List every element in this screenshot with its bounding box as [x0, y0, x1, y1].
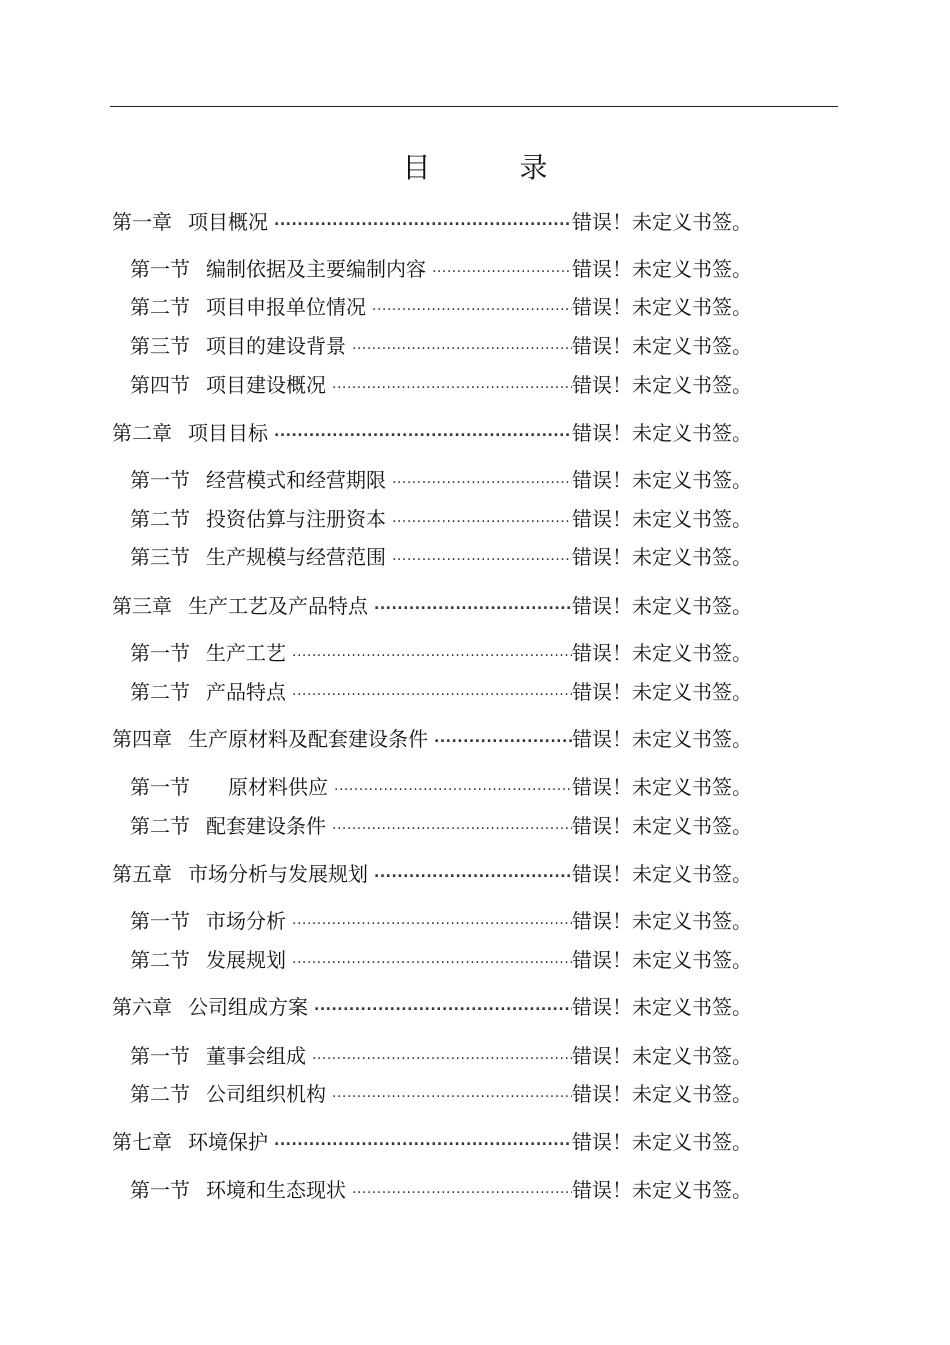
toc-entry-number: 第三节	[130, 544, 190, 569]
toc-entry-number: 第二节	[130, 1081, 190, 1106]
toc-title: 目 录	[402, 151, 588, 184]
toc-dot-leader	[372, 290, 572, 320]
toc-dot-leader	[332, 809, 572, 839]
toc-dot-leader	[352, 329, 572, 359]
toc-section-entry[interactable]	[130, 809, 752, 839]
toc-section-entry[interactable]	[130, 329, 752, 359]
toc-page-reference: 错误！未定义书签。	[572, 1043, 752, 1068]
toc-dot-leader	[332, 1077, 572, 1107]
toc-dot-leader	[292, 636, 572, 666]
toc-chapter-entry[interactable]	[112, 416, 752, 446]
toc-section-entry[interactable]	[130, 1039, 752, 1069]
toc-entry-title: 生产工艺	[206, 640, 286, 665]
toc-page-reference: 错误！未定义书签。	[572, 372, 752, 397]
toc-dot-leader	[434, 722, 572, 752]
toc-entry-number: 第五章	[112, 861, 172, 886]
toc-entry-number: 第二节	[130, 679, 190, 704]
toc-entry-number: 第二节	[130, 294, 190, 319]
toc-page-reference: 错误！未定义书签。	[572, 420, 752, 445]
toc-entry-number: 第一节	[130, 640, 190, 665]
toc-entry-title: 项目目标	[188, 420, 268, 445]
toc-entry-title: 生产原材料及配套建设条件	[188, 726, 428, 751]
toc-section-entry[interactable]	[130, 540, 752, 570]
toc-section-entry[interactable]	[130, 943, 752, 973]
toc-entry-number: 第一章	[112, 209, 172, 234]
toc-dot-leader	[334, 770, 572, 800]
toc-entry-number: 第二章	[112, 420, 172, 445]
toc-dot-leader	[314, 990, 572, 1020]
toc-chapter-entry[interactable]	[112, 205, 752, 235]
toc-section-entry[interactable]	[130, 636, 752, 666]
toc-dot-leader	[332, 368, 572, 398]
toc-page-reference: 错误！未定义书签。	[572, 593, 752, 618]
toc-page-reference: 错误！未定义书签。	[572, 908, 752, 933]
toc-page-reference: 错误！未定义书签。	[572, 544, 752, 569]
toc-section-entry[interactable]	[130, 252, 752, 282]
toc-page-reference: 错误！未定义书签。	[572, 1129, 752, 1154]
toc-entry-number: 第二节	[130, 506, 190, 531]
toc-entry-number: 第一节	[130, 908, 190, 933]
toc-entry-number: 第一节	[130, 467, 190, 492]
toc-page-reference: 错误！未定义书签。	[572, 994, 752, 1019]
toc-page-reference: 错误！未定义书签。	[572, 726, 752, 751]
toc-entry-title: 编制依据及主要编制内容	[206, 256, 426, 281]
toc-page-reference: 错误！未定义书签。	[572, 947, 752, 972]
toc-page-reference: 错误！未定义书签。	[572, 861, 752, 886]
toc-page-reference: 错误！未定义书签。	[572, 1081, 752, 1106]
toc-entry-title: 公司组织机构	[206, 1081, 326, 1106]
toc-dot-leader	[392, 463, 572, 493]
toc-dot-leader	[274, 1125, 572, 1155]
toc-entry-number: 第三章	[112, 593, 172, 618]
toc-page-reference: 错误！未定义书签。	[572, 294, 752, 319]
toc-section-entry[interactable]	[130, 368, 752, 398]
toc-page-reference: 错误！未定义书签。	[572, 813, 752, 838]
toc-page-reference: 错误！未定义书签。	[572, 640, 752, 665]
toc-section-entry[interactable]	[130, 1077, 752, 1107]
toc-entry-title: 投资估算与注册资本	[206, 506, 386, 531]
toc-entry-number: 第四章	[112, 726, 172, 751]
toc-section-entry[interactable]	[130, 770, 752, 800]
toc-entry-title: 项目建设概况	[206, 372, 326, 397]
toc-section-entry[interactable]	[130, 1173, 752, 1203]
toc-entry-title: 公司组成方案	[188, 994, 308, 1019]
toc-entry-title: 产品特点	[206, 679, 286, 704]
toc-chapter-entry[interactable]	[112, 990, 752, 1020]
toc-dot-leader	[292, 675, 572, 705]
toc-page-reference: 错误！未定义书签。	[572, 333, 752, 358]
toc-entry-number: 第四节	[130, 372, 190, 397]
toc-section-entry[interactable]	[130, 675, 752, 705]
toc-page-reference: 错误！未定义书签。	[572, 679, 752, 704]
toc-entry-title: 原材料供应	[228, 774, 328, 799]
toc-entry-title: 董事会组成	[206, 1043, 306, 1068]
toc-entry-number: 第二节	[130, 947, 190, 972]
toc-entry-title: 生产工艺及产品特点	[188, 593, 368, 618]
toc-section-entry[interactable]	[130, 502, 752, 532]
toc-entry-number: 第二节	[130, 813, 190, 838]
toc-chapter-entry[interactable]	[112, 722, 752, 752]
toc-page-reference: 错误！未定义书签。	[572, 506, 752, 531]
toc-section-entry[interactable]	[130, 904, 752, 934]
toc-page-reference: 错误！未定义书签。	[572, 467, 752, 492]
toc-section-entry[interactable]	[130, 290, 752, 320]
toc-dot-leader	[292, 943, 572, 973]
toc-entry-title: 市场分析	[206, 908, 286, 933]
toc-entry-number: 第七章	[112, 1129, 172, 1154]
toc-dot-leader	[374, 589, 572, 619]
toc-entry-number: 第一节	[130, 1043, 190, 1068]
toc-entry-number: 第一节	[130, 256, 190, 281]
toc-chapter-entry[interactable]	[112, 1125, 752, 1155]
toc-dot-leader	[292, 904, 572, 934]
toc-chapter-entry[interactable]	[112, 589, 752, 619]
toc-entry-number: 第六章	[112, 994, 172, 1019]
toc-page-reference: 错误！未定义书签。	[572, 256, 752, 281]
toc-entry-title: 环境和生态现状	[206, 1177, 346, 1202]
toc-entry-title: 市场分析与发展规划	[188, 861, 368, 886]
toc-dot-leader	[274, 205, 572, 235]
toc-entry-title: 项目的建设背景	[206, 333, 346, 358]
toc-section-entry[interactable]	[130, 463, 752, 493]
toc-entry-number: 第三节	[130, 333, 190, 358]
toc-page-reference: 错误！未定义书签。	[572, 209, 752, 234]
toc-chapter-entry[interactable]	[112, 857, 752, 887]
toc-dot-leader	[392, 540, 572, 570]
toc-entry-title: 经营模式和经营期限	[206, 467, 386, 492]
toc-entry-title: 发展规划	[206, 947, 286, 972]
toc-entry-number: 第一节	[130, 1177, 190, 1202]
toc-entry-title: 配套建设条件	[206, 813, 326, 838]
toc-entry-title: 项目概况	[188, 209, 268, 234]
toc-dot-leader	[274, 416, 572, 446]
toc-dot-leader	[312, 1039, 572, 1069]
toc-dot-leader	[392, 502, 572, 532]
toc-page-reference: 错误！未定义书签。	[572, 1177, 752, 1202]
toc-dot-leader	[432, 252, 572, 282]
toc-entry-title: 环境保护	[188, 1129, 268, 1154]
toc-dot-leader	[374, 857, 572, 887]
toc-dot-leader	[352, 1173, 572, 1203]
toc-entry-number: 第一节	[130, 774, 190, 799]
toc-page-reference: 错误！未定义书签。	[572, 774, 752, 799]
toc-entry-title: 生产规模与经营范围	[206, 544, 386, 569]
toc-entry-title: 项目申报单位情况	[206, 294, 366, 319]
